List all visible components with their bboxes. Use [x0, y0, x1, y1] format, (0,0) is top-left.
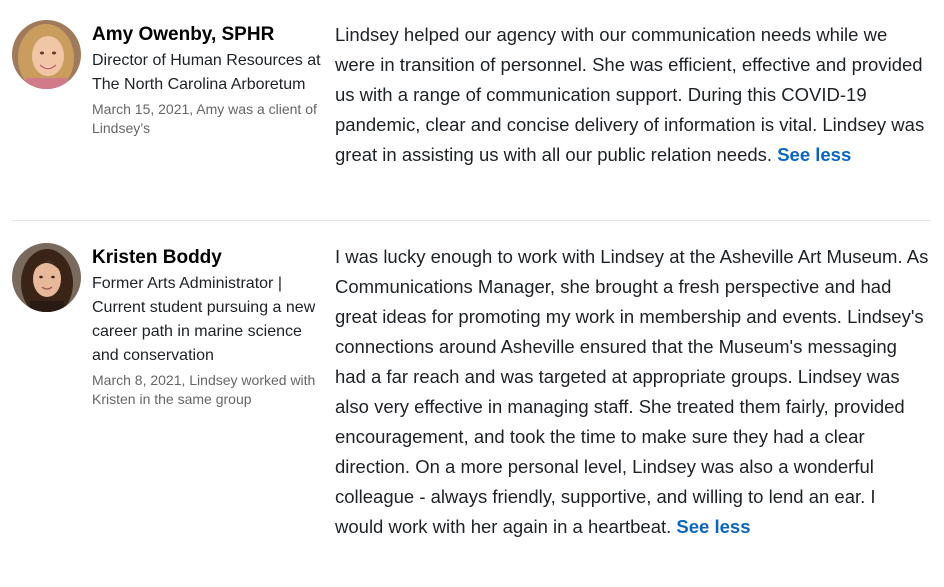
see-less-link[interactable]: See less	[777, 144, 852, 165]
avatar[interactable]	[12, 20, 81, 89]
recommendation-body: I was lucky enough to work with Lindsey at the Asheville Art Museum. As Communications Manager, she brought a fresh perspective and had great ideas for promoting my work in membership and events. Lindsey's connections around Asheville ensured that the Museum's messaging had a far reach and was targeted at appropriate groups. Lindsey was also very effective in managing staff. She treated them fairly, provided encouragement, and took the time to make sure they had a clear direction. On a more personal level, Lindsey was also a wonderful colleague - always friendly, supportive, and willing to lend an ear. I would work with her again in a heartbeat.	[335, 246, 929, 537]
relationship-text: March 15, 2021, Amy was a client of Lindsey’s	[92, 101, 317, 136]
relationship-text: March 8, 2021, Lindsey worked with Kristen in the same group	[92, 372, 316, 407]
recommender-info	[92, 245, 328, 409]
recommender-headline: Director of Human Resources at The North Carolina Arboretum	[92, 52, 321, 93]
recommendation-text	[335, 242, 929, 542]
recommendation-text	[335, 20, 929, 170]
recommender-name[interactable]: Amy Owenby, SPHR	[92, 24, 275, 45]
recommendation-item	[0, 0, 944, 220]
avatar[interactable]	[12, 243, 81, 312]
recommendation-body: Lindsey helped our agency with our communication needs while we were in transition of personnel. She was efficient, effective and provided us with a range of communication support. During this COVID-19 pandemic, clear and concise delivery of information is vital. Lindsey was great in assisting us with all our public relation needs.	[335, 24, 925, 165]
recommender-headline: Former Arts Administrator | Current student pursuing a new career path in marine science and conservation	[92, 275, 316, 364]
see-less-link[interactable]: See less	[676, 516, 751, 537]
recommender-info	[92, 22, 328, 138]
recommender-name[interactable]: Kristen Boddy	[92, 247, 222, 268]
recommendation-item	[0, 221, 944, 587]
